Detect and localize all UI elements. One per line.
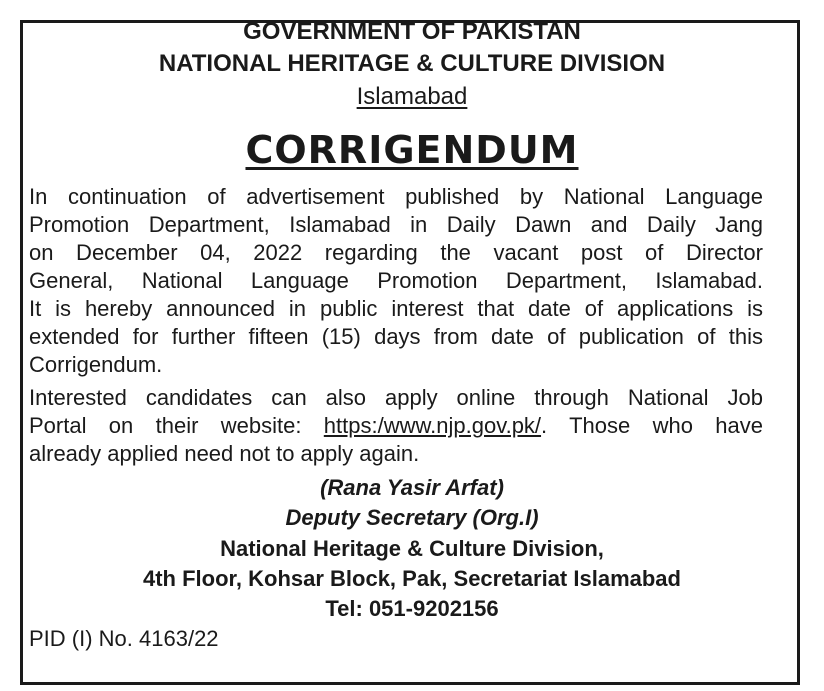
paragraph-line: It is hereby announced in public interest that date of applications is <box>29 296 763 321</box>
link-prefix: Portal on their website: <box>29 413 324 438</box>
signatory-name: (Rana Yasir Arfat) <box>320 475 504 500</box>
paragraph-online-apply <box>29 384 763 468</box>
njp-website-link[interactable]: https:/www.njp.gov.pk/ <box>323 413 542 438</box>
header-division: NATIONAL HERITAGE & CULTURE DIVISION <box>158 50 666 77</box>
paragraph-line: General, National Language Promotion Department, Islamabad. <box>29 268 763 293</box>
link-suffix: . Those who have <box>541 413 763 438</box>
paragraph-line: In continuation of advertisement published by National Language <box>29 184 763 209</box>
paragraph-line: Corrigendum. <box>29 352 163 377</box>
paragraph-line: Promotion Department, Islamabad in Daily Dawn and Daily Jang <box>29 212 763 237</box>
paragraph-line: already applied need not to apply again. <box>29 441 420 466</box>
paragraph-line: Interested candidates can also apply online through National Job <box>29 385 763 410</box>
pid-number: PID (I) No. 4163/22 <box>29 626 219 651</box>
header-city <box>0 82 824 112</box>
signatory-organization: National Heritage & Culture Division, <box>220 536 604 561</box>
signatory-address: 4th Floor, Kohsar Block, Pak, Secretariat Islamabad <box>143 566 681 591</box>
header-government: GOVERNMENT OF PAKISTAN <box>243 18 581 45</box>
header-city-text: Islamabad <box>356 83 468 110</box>
page-title-text: CORRIGENDUM <box>245 128 579 172</box>
paragraph-line: extended for further fifteen (15) days from date of publication of this <box>29 324 763 349</box>
page-title <box>0 128 824 172</box>
paragraph-continuation <box>29 183 763 379</box>
paragraph-line: on December 04, 2022 regarding the vacant post of Director <box>29 240 763 265</box>
signatory-telephone: Tel: 051-9202156 <box>325 596 499 621</box>
signatory-designation: Deputy Secretary (Org.I) <box>285 505 539 530</box>
paragraph-line-with-link <box>29 412 763 440</box>
